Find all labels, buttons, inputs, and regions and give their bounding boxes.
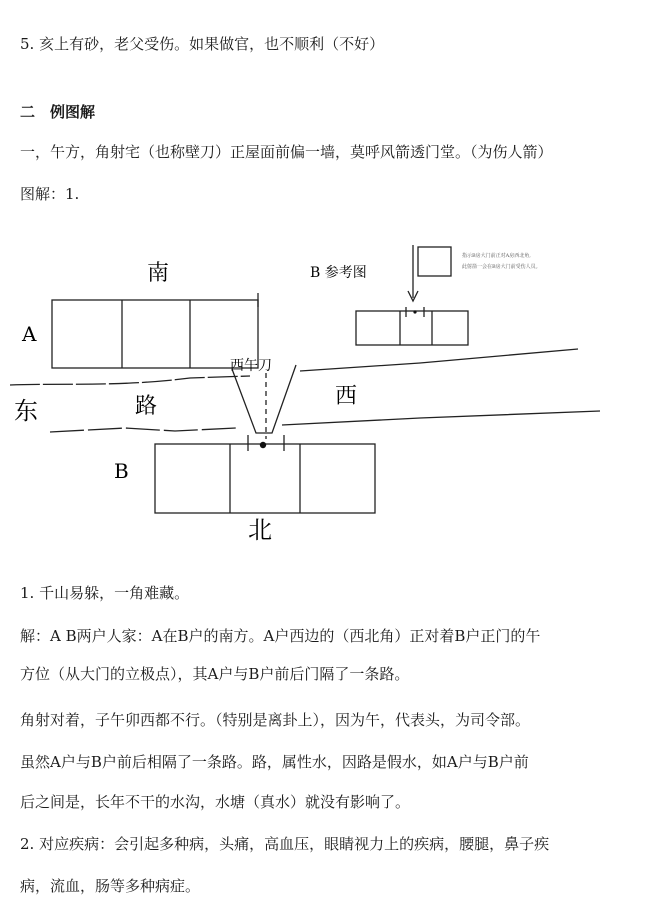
label-house-b: B <box>114 459 129 483</box>
knife-funnel <box>232 365 296 433</box>
ref-title: B 参考图 <box>310 265 367 281</box>
section-title: 二 例图解 <box>20 103 96 121</box>
paragraph-line: 解：A B两户人家：A在B户的南方。A户西边的（西北角）正对着B户正门的午 <box>20 627 541 645</box>
paragraph-line: 虽然A户与B户前后相隔了一条路。路，属性水，因路是假水，如A户与B户前 <box>20 753 529 771</box>
ref-note-line-2: 此射箭一会在B房大门前受伤人员。 <box>462 264 541 270</box>
road-lower-edge <box>50 428 236 432</box>
paragraph-line: 方位（从大门的立极点），其A户与B户前后门隔了一条路。 <box>20 665 410 683</box>
label-north: 北 <box>248 516 272 544</box>
label-east: 东 <box>14 397 38 425</box>
list-item-5: 5. 亥上有砂，老父受伤。如果做官，也不顺利（不好） <box>20 35 385 53</box>
road-upper-edge-east <box>300 349 578 371</box>
ref-house <box>356 311 468 345</box>
label-west-knife: 西午刀 <box>230 358 272 374</box>
house-b <box>155 444 375 513</box>
paragraph-line: 后之间是，长年不干的水沟，水塘（真水）就没有影响了。 <box>20 793 411 811</box>
paragraph-line: 2. 对应疾病：会引起多种病，头痛，高血压，眼睛视力上的疾病，腰腿，鼻子疾 <box>20 835 550 853</box>
road-upper-edge <box>10 376 250 385</box>
paragraph-line: 1. 千山易躲，一角难藏。 <box>20 584 190 602</box>
house-a <box>52 300 258 368</box>
feng-shui-diagram <box>0 235 647 565</box>
road-lower-edge-east <box>282 411 600 425</box>
paragraph-line: 角射对着，子午卯西都不行。（特别是离卦上），因为午，代表头，为司令部。 <box>20 711 531 729</box>
gate-point <box>260 442 266 448</box>
label-west: 西 <box>335 384 358 409</box>
label-south: 南 <box>147 261 170 286</box>
paragraph-line: 病，流血，肠等多种病症。 <box>20 877 201 895</box>
figure-label: 图解：1. <box>20 185 80 203</box>
label-house-a: A <box>22 322 37 346</box>
ref-flag <box>418 247 451 276</box>
ref-note-line-1: 指示B房大门前正对A房西北角, <box>462 253 531 259</box>
example-intro: 一，午方，角射宅（也称壁刀）正屋面前偏一墙，莫呼风箭透门堂。（为伤人箭） <box>20 143 553 161</box>
label-road: 路 <box>135 394 158 419</box>
